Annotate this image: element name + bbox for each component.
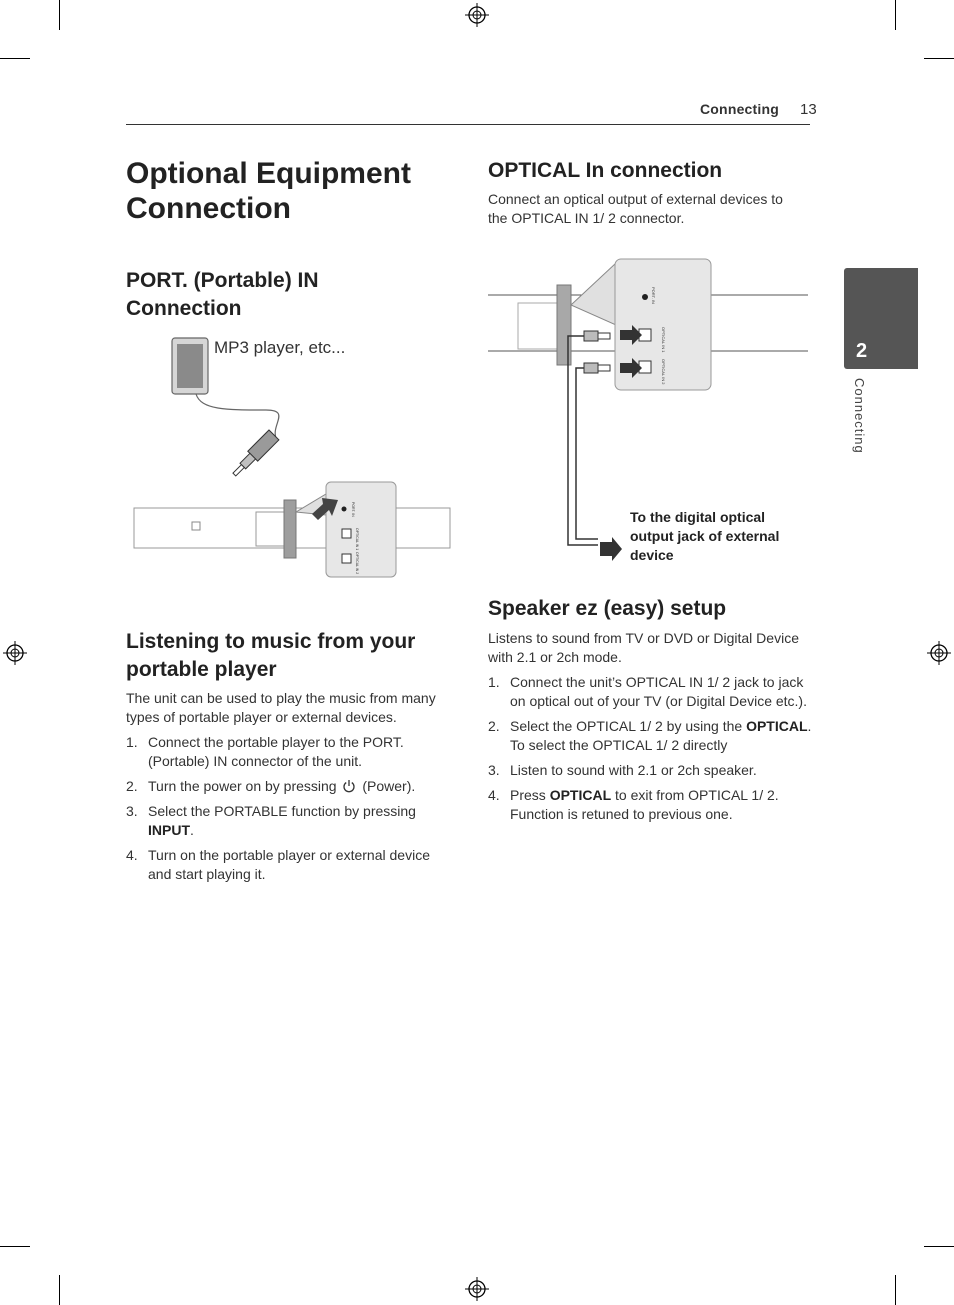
arrow-icon xyxy=(600,537,622,561)
crop-mark xyxy=(924,1246,954,1247)
svg-text:OPTICAL IN 1: OPTICAL IN 1 xyxy=(661,327,666,353)
list-item: 4. Press OPTICAL to exit from OPTICAL 1/ 2. Function is retuned to previous one. xyxy=(488,787,779,822)
header-section-name: Connecting xyxy=(700,101,779,117)
page-number: 13 xyxy=(800,101,817,118)
registration-mark-icon xyxy=(3,641,27,665)
list-item: 3. Listen to sound with 2.1 or 2ch speaker. xyxy=(488,762,757,778)
crop-mark xyxy=(895,1275,896,1305)
chapter-label: Connecting xyxy=(852,378,867,454)
svg-text:OPTICAL IN 2: OPTICAL IN 2 xyxy=(661,359,666,385)
chapter-number: 2 xyxy=(856,340,868,362)
list-item: 2. Turn the power on by pressing (Power). xyxy=(126,778,416,794)
listening-heading: Listening to music from your portable player xyxy=(126,630,416,681)
list-item: 2. Select the OPTICAL 1/ 2 by using the OPTICAL. To select the OPTICAL 1/ 2 directly xyxy=(488,718,812,753)
rear-panel-zoom xyxy=(326,482,396,577)
optical-heading: OPTICAL In connection xyxy=(488,159,723,182)
soundbar-unit xyxy=(557,285,571,365)
listening-steps xyxy=(126,733,448,890)
crop-mark xyxy=(59,1275,60,1305)
svg-text:PORT. IN: PORT. IN xyxy=(651,287,656,304)
crop-mark xyxy=(895,0,896,30)
optical-output-callout: To the digital optical output jack of external device xyxy=(630,509,780,563)
speaker-setup-intro: Listens to sound from TV or DVD or Digital Device with 2.1 or 2ch mode. xyxy=(488,630,799,665)
header-divider xyxy=(126,124,810,125)
speaker-setup-steps xyxy=(488,673,818,830)
crop-mark xyxy=(0,58,30,59)
optical-intro: Connect an optical output of external devices to the OPTICAL IN 1/ 2 connector. xyxy=(488,191,783,226)
mp3-player-label: MP3 player, etc... xyxy=(214,338,346,357)
list-item: 3. Select the PORTABLE function by pressing INPUT. xyxy=(126,803,416,838)
list-item: 1. Connect the portable player to the PORT. (Portable) IN connector of the unit. xyxy=(126,734,404,769)
crop-mark xyxy=(59,0,60,30)
page-title: Optional Equipment Connection xyxy=(126,157,411,225)
listening-intro: The unit can be used to play the music from many types of portable player or external devices. xyxy=(126,690,436,725)
list-item: 1. Connect the unit’s OPTICAL IN 1/ 2 jack to jack on optical out of your TV (or Digital Device etc.). xyxy=(488,674,807,709)
crop-mark xyxy=(924,58,954,59)
svg-text:OPTICAL IN 2: OPTICAL IN 2 xyxy=(355,552,359,575)
optical-cable xyxy=(576,368,598,539)
speaker-setup-heading: Speaker ez (easy) setup xyxy=(488,597,727,620)
crop-mark xyxy=(0,1246,30,1247)
svg-text:OPTICAL IN 1: OPTICAL IN 1 xyxy=(355,528,359,551)
power-icon xyxy=(342,779,356,793)
optical-plug-icon xyxy=(584,331,610,373)
audio-plug-icon xyxy=(229,430,278,479)
list-item: 4. Turn on the portable player or external device and start playing it. xyxy=(126,847,430,882)
registration-mark-icon xyxy=(927,641,951,665)
portable-connection-diagram xyxy=(126,330,456,585)
registration-mark-icon xyxy=(465,3,489,27)
registration-mark-icon xyxy=(465,1277,489,1301)
portable-in-heading: PORT. (Portable) IN Connection xyxy=(126,269,319,320)
svg-text:PORT. IN: PORT. IN xyxy=(351,502,355,517)
audio-cable xyxy=(196,394,279,438)
